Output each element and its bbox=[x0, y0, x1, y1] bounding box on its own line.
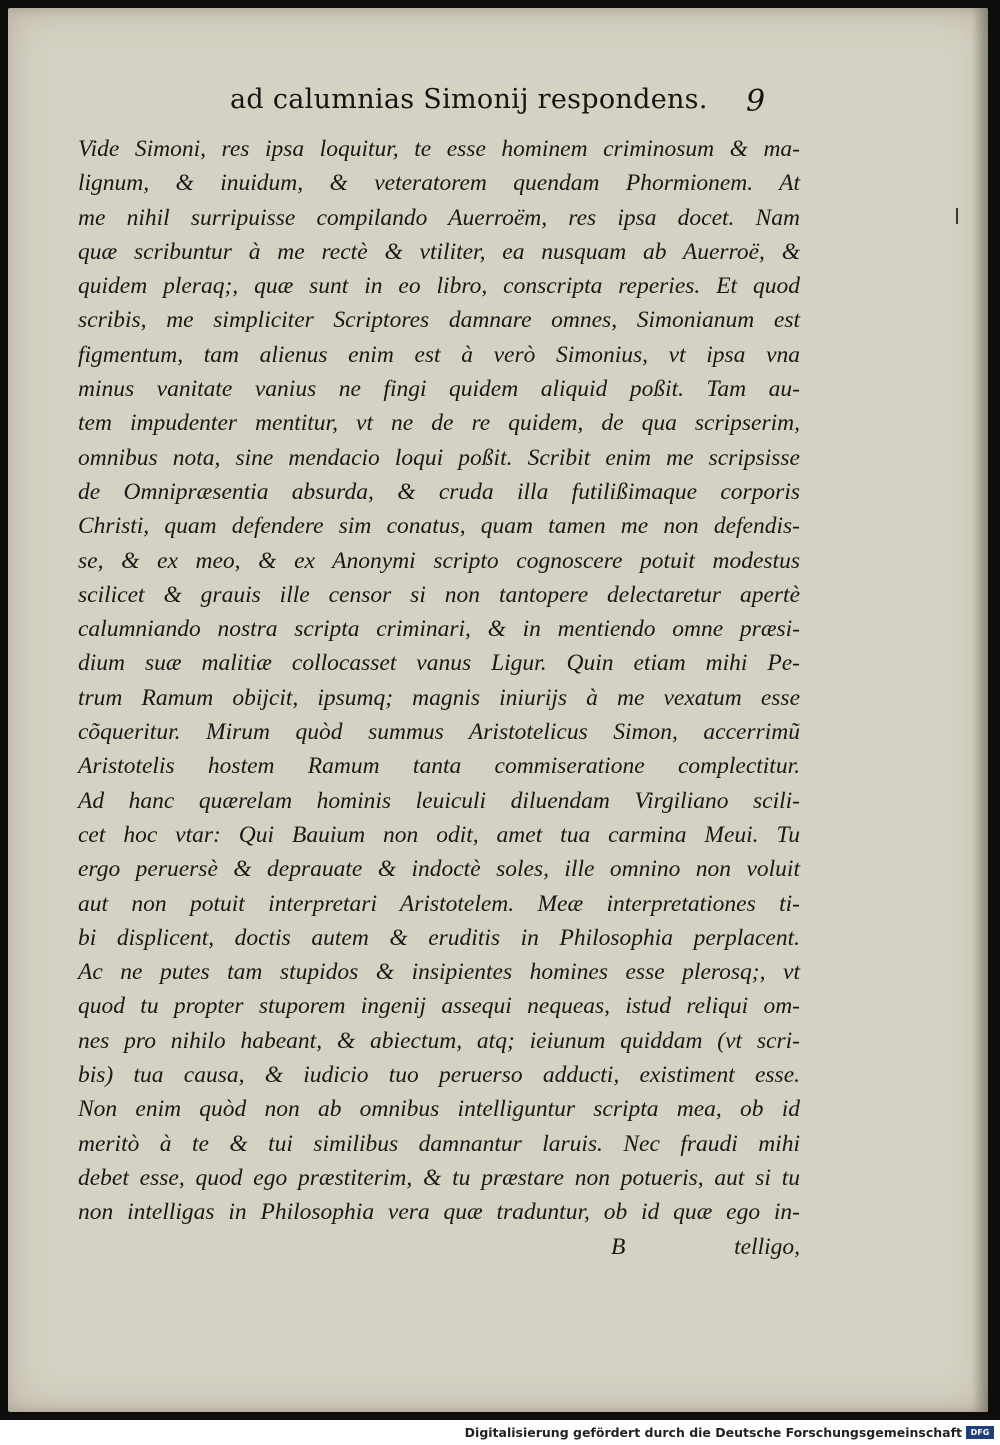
text-line: se, & ex meo, & ex Anonymi scripto cognoscere potuit modestus bbox=[78, 547, 800, 574]
running-title: ad calumnias Simonij respondens. bbox=[230, 84, 708, 115]
text-line: scribis, me simpliciter Scriptores damnare omnes, Simonianum est bbox=[78, 307, 800, 334]
text-line: dium suæ malitiæ collocasset vanus Ligur. Quin etiam mihi Pe- bbox=[78, 650, 800, 677]
text-line: Non enim quòd non ab omnibus intelliguntur scripta mea, ob id bbox=[78, 1096, 800, 1123]
margin-mark bbox=[956, 208, 958, 224]
text-line: bi displicent, doctis autem & eruditis in Philosophia perplacent. bbox=[78, 924, 800, 951]
signature-mark: B bbox=[611, 1233, 626, 1260]
text-line: ergo peruersè & deprauate & indoctè soles, ille omnino non voluit bbox=[78, 856, 800, 883]
text-line: Ad hanc quærelam hominis leuiculi diluendam Virgiliano scili- bbox=[78, 787, 800, 814]
text-line: Ac ne putes tam stupidos & insipientes homines esse plerosq;, vt bbox=[78, 959, 800, 986]
page-number: 9 bbox=[746, 84, 766, 119]
page-edge-shadow bbox=[972, 8, 988, 1412]
text-line: quidem pleraq;, quæ sunt in eo libro, conscripta reperies. Et quod bbox=[78, 273, 800, 300]
text-line: trum Ramum obijcit, ipsumq; magnis iniurijs à me vexatum esse bbox=[78, 684, 800, 711]
footer-credit: Digitalisierung gefördert durch die Deutsche Forschungsgemeinschaft bbox=[464, 1425, 962, 1440]
text-line: de Omnipræsentia absurda, & cruda illa futilißimaque corporis bbox=[78, 478, 800, 505]
text-line: aut non potuit interpretari Aristotelem. Meæ interpretationes ti- bbox=[78, 890, 800, 917]
text-line: non intelligas in Philosophia vera quæ traduntur, ob id quæ ego in- bbox=[78, 1199, 800, 1226]
dfg-logo: DFG bbox=[966, 1426, 994, 1439]
text-line: calumniando nostra scripta criminari, & in mentiendo omne præsi- bbox=[78, 616, 800, 643]
text-line: Vide Simoni, res ipsa loquitur, te esse hominem criminosum & ma- bbox=[78, 136, 800, 162]
text-line: me nihil surripuisse compilando Auerroëm, res ipsa docet. Nam bbox=[78, 204, 800, 231]
text-line: cet hoc vtar: Qui Bauium non odit, amet tua carmina Meui. Tu bbox=[78, 821, 800, 848]
text-line: debet esse, quod ego præstiterim, & tu præstare non potueris, aut si tu bbox=[78, 1164, 800, 1191]
text-line: cõqueritur. Mirum quòd summus Aristotelicus Simon, accerrimũ bbox=[78, 719, 800, 746]
running-head bbox=[8, 84, 988, 124]
text-line: Christi, quam defendere sim conatus, quam tamen me non defendis- bbox=[78, 513, 800, 540]
text-line: lignum, & inuidum, & veteratorem quendam Phormionem. At bbox=[78, 170, 800, 197]
footer-bar bbox=[0, 1420, 1000, 1445]
text-line: figmentum, tam alienus enim est à verò Simonius, vt ipsa vna bbox=[78, 341, 800, 368]
text-line: meritò à te & tui similibus damnantur laruis. Nec fraudi mihi bbox=[78, 1130, 800, 1157]
text-line: omnibus nota, sine mendacio loqui poßit. Scribit enim me scripsisse bbox=[78, 444, 800, 471]
text-line: bis) tua causa, & iudicio tuo peruerso adducti, existiment esse. bbox=[78, 1062, 800, 1089]
text-line: quæ scribuntur à me rectè & vtiliter, ea nusquam ab Auerroë, & bbox=[78, 238, 800, 265]
text-line: nes pro nihilo habeant, & abiectum, atq; ieiunum quiddam (vt scri- bbox=[78, 1027, 800, 1054]
text-line: tem impudenter mentitur, vt ne de re quidem, de qua scripserim, bbox=[78, 410, 800, 437]
text-line: minus vanitate vanius ne fingi quidem aliquid poßit. Tam au- bbox=[78, 376, 800, 403]
page-foot-line bbox=[78, 1230, 800, 1264]
text-line: Aristotelis hostem Ramum tanta commiseratione complectitur. bbox=[78, 753, 800, 780]
text-line: scilicet & grauis ille censor si non tantopere delectaretur apertè bbox=[78, 581, 800, 608]
catchword: telligo, bbox=[734, 1233, 800, 1260]
body-text bbox=[78, 132, 800, 1264]
text-line: quod tu propter stuporem ingenij assequi nequeas, istud reliqui om- bbox=[78, 993, 800, 1020]
book-page bbox=[8, 8, 988, 1412]
